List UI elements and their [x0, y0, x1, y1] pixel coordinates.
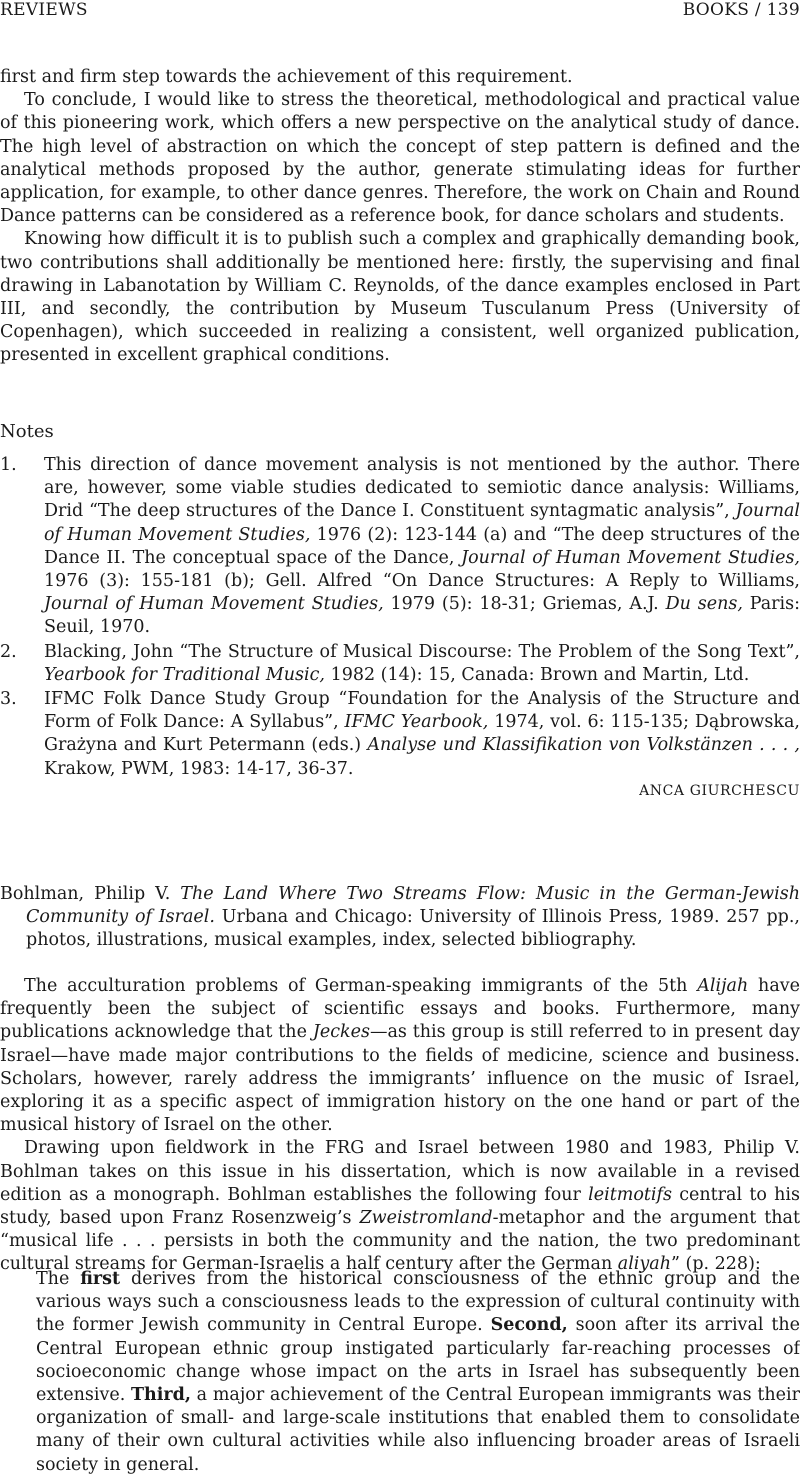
- notes-heading: Notes: [0, 421, 54, 442]
- book-citation: [0, 883, 800, 953]
- paragraph: To conclude, I would like to stress the theoretical, methodological and practical value of this pioneering work, which offers a new perspective on the analytical study of dance. The high level of abstraction on which the concept of step pattern is defined and the analytical methods proposed by the author, generate stimulating ideas for further application, for example, to other dance genres. Therefore, the work on Chain and Round Dance patterns can be considered as a reference book, for dance scholars and students.: [0, 90, 800, 227]
- reviewer-name: ANCA GIURCHESCU: [639, 783, 800, 799]
- citation-text: Bohlman, Philip V. The Land Where Two Streams Flow: Music in the German-Jewish Community of Israel. Urbana and Chicago: University of Illinois Press, 1989. 257 pp., photos, illustrations, musical examples, index, selected bibliography.: [0, 884, 800, 951]
- paragraph: Knowing how difficult it is to publish such a complex and graphically demanding book, two contributions shall additionally be mentioned here: firstly, the supervising and final drawing in Labanotation by William C. Reynolds, of the dance examples enclosed in Part III, and secondly, the contribution by Museum Tusculanum Press (University of Copenhagen), which succeeded in realizing a consistent, well organized publication, presented in excellent graphical conditions.: [0, 229, 800, 366]
- page-number: BOOKS / 139: [682, 0, 800, 20]
- review-body: [0, 975, 800, 1277]
- paragraph: Drawing upon fieldwork in the FRG and Israel between 1980 and 1983, Philip V. Bohlman takes on this issue in his dissertation, which is now available in a revised edition as a monograph. Bohlman establishes the following four leitmotifs central to his study, based upon Franz Rosenzweig’s Zweistromland-metaphor and the argument that “musical life . . . persists in both the community and the nation, the two predominant cultural streams for German-Israelis a half century after the German aliyah” (p. 228):: [0, 1138, 800, 1275]
- book-title: The Land Where Two Streams Flow: Music in the German-Jewish Community of Israel.: [26, 884, 800, 928]
- note-number: 1.: [0, 455, 17, 475]
- section-title: REVIEWS: [0, 0, 88, 20]
- paragraph: first and firm step towards the achievement of this requirement.: [0, 67, 573, 87]
- running-head: [0, 0, 800, 22]
- block-quote: [36, 1268, 800, 1477]
- review-conclusion: [0, 66, 800, 368]
- note-item: 3. IFMC Folk Dance Study Group “Foundation for the Analysis of the Structure and Form of Folk Dance: A Syllabus”, IFMC Yearbook, 1974, vol. 6: 115-135; Dąbrowska, Grażyna and Kurt Petermann (eds.) Analyse und Klassifikation von Volkstänzen . . . , Krakow, PWM, 1983: 14-17, 36-37.: [0, 689, 800, 779]
- quote-text: The first derives from the historical consciousness of the ethnic group and the various ways such a consciousness leads to the expression of cultural continuity with the former Jewish community in Central Europe. Second, soon after its arrival the Central European ethnic group instigated particularly far-reaching processes of socioeconomic change whose impact on the arts in Israel has subsequently been extensive. Third, a major achievement of the Central European immigrants was their organization of small- and large-scale institutions that enabled them to consolidate many of their own cultural activities while also influencing broader areas of Israeli society in general.: [36, 1269, 800, 1475]
- note-number: 3.: [0, 689, 17, 710]
- note-item: 1. This direction of dance movement analysis is not mentioned by the author. There are, however, some viable studies dedicated to semiotic dance analysis: Williams, Drid “The deep structures of the Dance I. Constituent syntagmatic analysis”, Journal of Human Movement Studies, 1976 (2): 123-144 (a) and “The deep structures of the Dance II. The conceptual space of the Dance, Journal of Human Movement Studies, 1976 (3): 155-181 (b); Gell. Alfred “On Dance Structures: A Reply to Williams, Journal of Human Movement Studies, 1979 (5): 18-31; Griemas, A.J. Du sens, Paris: Seuil, 1970.: [0, 455, 800, 638]
- notes-list: [0, 454, 800, 782]
- paragraph: The acculturation problems of German-speaking immigrants of the 5th Alijah have frequently been the subject of scientific essays and books. Furthermore, many publications acknowledge that the Jeckes—as this group is still referred to in present day Israel—have made major contributions to the fields of medicine, science and business. Scholars, however, rarely address the immigrants’ influence on the music of Israel, exploring it as a specific aspect of immigration history on the one hand or part of the musical history of Israel on the other.: [0, 976, 800, 1136]
- note-number: 2.: [0, 641, 17, 662]
- note-item: 2. Blacking, John “The Structure of Musical Discourse: The Problem of the Song Text”, Yearbook for Traditional Music, 1982 (14): 15, Canada: Brown and Martin, Ltd.: [0, 641, 800, 685]
